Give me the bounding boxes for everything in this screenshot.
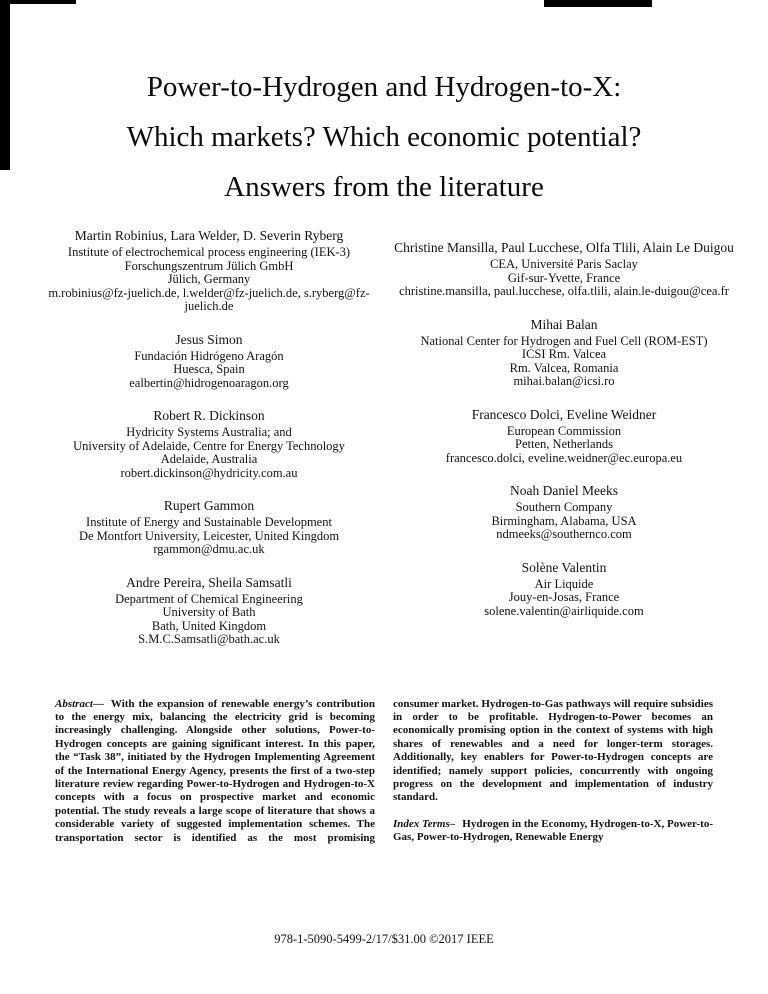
author-block-robinius: [32, 228, 386, 314]
author-email: rgammon@dmu.ac.uk: [153, 542, 265, 556]
author-block-dickinson: [32, 408, 386, 480]
author-location: Birmingham, Alabama, USA: [491, 513, 637, 528]
scan-artifact-left-strip: [0, 0, 10, 170]
author-location: Rm. Valcea, Romania: [509, 360, 619, 375]
index-terms-text: Hydrogen in the Economy, Hydrogen-to-X, Power-to-Gas, Power-to-Hydrogen, Renewable Energy: [393, 817, 713, 844]
author-names: Solène Valentin: [521, 559, 607, 575]
author-block-meeks: [386, 483, 742, 542]
author-block-balan: [386, 317, 742, 389]
author-location: Gif-sur-Yvette, France: [507, 270, 621, 285]
author-affiliation: Southern Company: [515, 500, 613, 514]
author-affiliation: Fundación Hidrógeno Aragón: [134, 348, 284, 363]
scan-artifact-top-right: [544, 0, 652, 7]
author-names: Rupert Gammon: [163, 498, 255, 513]
author-email: solene.valentin@airliquide.com: [484, 603, 644, 618]
index-terms-paragraph: [393, 818, 713, 845]
index-terms-label: Index Terms–: [393, 817, 456, 830]
author-affiliation: University of Bath: [162, 605, 256, 619]
authors-section: [0, 228, 768, 665]
paper-title-line-1: Power-to-Hydrogen and Hydrogen-to-X:: [146, 71, 622, 103]
abstract-column-1: [55, 698, 375, 845]
abstract-column-2: [393, 698, 713, 845]
abstract-section: [0, 698, 768, 845]
author-affiliation: Institute of Energy and Sustainable Development: [86, 515, 332, 529]
abstract-text-col2: consumer market. Hydrogen-to-Gas pathways will require subsidies in order to be profitable. Hydrogen-to-Power becomes an economically promising option in the context of systems with high shares of renewables and a need for longer-term storages. Additionally, key enablers for Power-to-Hydrogen concepts are identified; namely support policies, concurrently with ongoing progress on the development and implementation of industry standard.: [393, 697, 713, 804]
author-names: Andre Pereira, Sheila Samsatli: [126, 574, 292, 590]
author-location: Bath, United Kingdom: [151, 618, 267, 633]
author-names: Christine Mansilla, Paul Lucchese, Olfa Tlili, Alain Le Duigou: [394, 240, 734, 255]
copyright-footer: 978-1-5090-5499-2/17/$31.00 ©2017 IEEE: [274, 932, 494, 946]
author-location: Petten, Netherlands: [515, 437, 613, 451]
author-affiliation: University of Adelaide, Centre for Energy Technology: [73, 438, 345, 453]
author-affiliation: ICSI Rm. Valcea: [521, 347, 607, 361]
author-email: ndmeeks@southernco.com: [496, 527, 632, 541]
author-names: Robert R. Dickinson: [153, 408, 265, 423]
author-email: mihai.balan@icsi.ro: [513, 374, 615, 388]
author-email: ealbertin@hidrogenoaragon.org: [129, 375, 289, 390]
author-block-valentin: [386, 560, 742, 619]
author-block-mansilla: [386, 240, 742, 299]
authors-column-left: [32, 228, 386, 665]
author-email: robert.dickinson@hydricity.com.au: [120, 465, 298, 480]
author-affiliation: National Center for Hydrogen and Fuel Cell (ROM-EST): [420, 333, 708, 348]
author-affiliation: De Montfort University, Leicester, United Kingdom: [78, 528, 340, 543]
author-names: Jesus Simon: [175, 331, 243, 347]
author-email: m.robinius@fz-juelich.de, l.welder@fz-juelich.de, s.ryberg@fz-juelich.de: [48, 285, 370, 313]
author-location: Huesca, Spain: [173, 362, 245, 376]
author-names: Martin Robinius, Lara Welder, D. Severin Ryberg: [74, 228, 344, 243]
abstract-label: Abstract—: [55, 697, 104, 710]
author-names: Mihai Balan: [530, 316, 598, 332]
author-affiliation: Forschungszentrum Jülich GmbH: [124, 258, 294, 273]
author-location: Jülich, Germany: [167, 272, 251, 286]
author-affiliation: Air Liquide: [534, 576, 594, 591]
abstract-text-col1: With the expansion of renewable energy’s contribution to the energy mix, balancing the electricity grid is becoming increasingly challenging. Alongside other solutions, Power-to-Hydrogen concepts are gaining significant interest. In this paper, the “Task 38”, initiated by the Hydrogen Implementing Agreement of the International Energy Agency, presents the first of a two-step literature review regarding Power-to-Hydrogen and Hydrogen-to-X concepts with a focus on prospective market and economic potential. The study reveals a large scope of literature that shows a considerable variety of suggested implementation schemes. The transportation sector is identified as the most promising: [55, 697, 375, 844]
author-affiliation: Institute of electrochemical process engineering (IEK-3): [67, 245, 351, 259]
author-block-gammon: [32, 498, 386, 557]
author-affiliation: Hydricity Systems Australia; and: [126, 425, 292, 439]
scan-artifact-top-left: [0, 0, 76, 4]
author-block-pereira-samsatli: [32, 575, 386, 647]
abstract-paragraph: [55, 698, 375, 845]
author-block-dolci-weidner: [386, 407, 742, 466]
author-email: S.M.C.Samsatli@bath.ac.uk: [138, 632, 280, 646]
author-email: francesco.dolci, eveline.weidner@ec.europa.eu: [445, 450, 683, 465]
paper-title: [0, 0, 768, 212]
author-affiliation: European Commission: [506, 423, 622, 438]
author-location: Adelaide, Australia: [160, 452, 258, 466]
authors-column-right: [386, 228, 742, 665]
paper-title-line-2: Which markets? Which economic potential?: [126, 121, 642, 153]
paper-title-line-3: Answers from the literature: [224, 171, 544, 203]
author-email: christine.mansilla, paul.lucchese, olfa.tlili, alain.le-duigou@cea.fr: [399, 284, 729, 298]
author-location: Jouy-en-Josas, France: [508, 590, 620, 604]
author-block-simon: [32, 332, 386, 391]
author-affiliation: CEA, Université Paris Saclay: [490, 257, 638, 271]
author-names: Francesco Dolci, Eveline Weidner: [471, 406, 657, 422]
author-names: Noah Daniel Meeks: [510, 483, 618, 498]
author-affiliation: Department of Chemical Engineering: [115, 591, 303, 606]
